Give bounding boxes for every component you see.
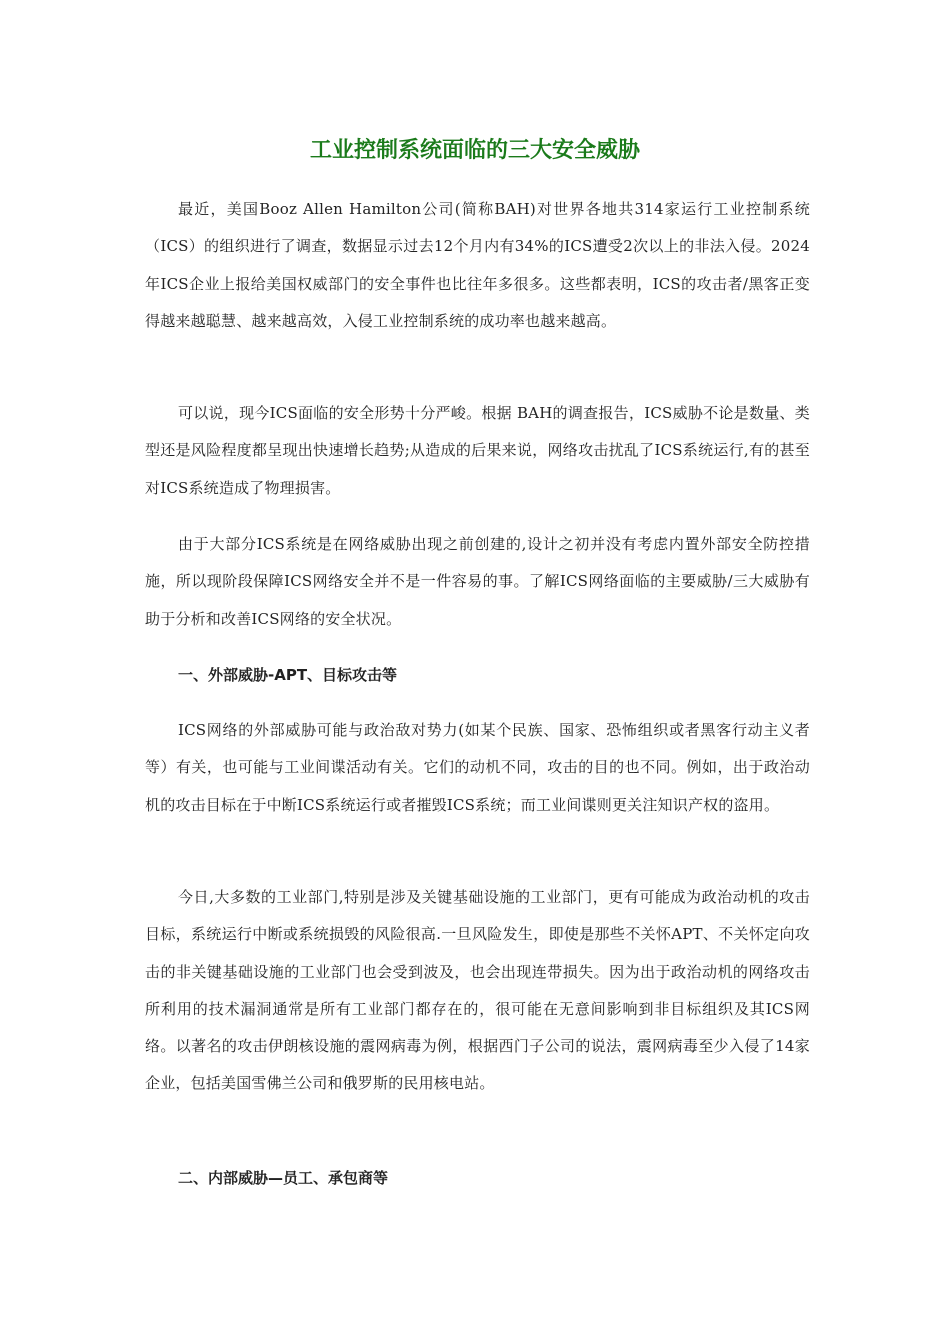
paragraph-intro: 最近，美国Booz Allen Hamilton公司(简称BAH)对世界各地共314家运行工业控制系统（ICS）的组织进行了调查，数据显示过去12个月内有34%的ICS遭受2次以上的非法入侵。2024年ICS企业上报给美国权威部门的安全事件也比往年多很多。这些都表明，ICS的攻击者/黑客正变得越来越聪慧、越来越高效，入侵工业控制系统的成功率也越来越高。 [145,200,810,330]
paragraph-external-threats-motives: ICS网络的外部威胁可能与政治敌对势力(如某个民族、国家、恐怖组织或者黑客行动主义者等）有关，也可能与工业间谍活动有关。它们的动机不同，攻击的目的也不同。例如，出于政治动机的攻击目标在于中断ICS系统运行或者摧毁ICS系统；而工业间谍则更关注知识产权的盗用。 [145,721,810,814]
document-title: 工业控制系统面临的三大安全威胁 [309,138,640,163]
paragraph-external-threats-impact: 今日,大多数的工业部门,特别是涉及关键基础设施的工业部门，更有可能成为政治动机的攻击目标，系统运行中断或系统损毁的风险很高.一旦风险发生，即使是那些不关怀APT、不关怀定向攻击的非关键基础设施的工业部门也会受到波及，也会出现连带损失。因为出于政治动机的网络攻击所利用的技术漏洞通常是所有工业部门都存在的，很可能在无意间影响到非目标组织及其ICS网络。以著名的攻击伊朗核设施的震网病毒为例，根据西门子公司的说法，震网病毒至少入侵了14家企业，包括美国雪佛兰公司和俄罗斯的民用核电站。 [145,888,810,1093]
section-heading-external-threats: 一、外部威胁-APT、目标攻击等 [178,666,398,684]
section-heading-internal-threats: 二、内部威胁—员工、承包商等 [178,1169,389,1187]
paragraph-situation: 可以说，现今ICS面临的安全形势十分严峻。根据 BAH的调查报告，ICS威胁不论是数量、类型还是风险程度都呈现出快速增长趋势;从造成的后果来说，网络攻击扰乱了ICS系统运行,有的甚至对ICS系统造成了物理损害。 [145,404,810,497]
paragraph-overview: 由于大部分ICS系统是在网络威胁出现之前创建的,设计之初并没有考虑内置外部安全防控措施，所以现阶段保障ICS网络安全并不是一件容易的事。了解ICS网络面临的主要威胁/三大威胁有助于分析和改善ICS网络的安全状况。 [145,535,810,628]
